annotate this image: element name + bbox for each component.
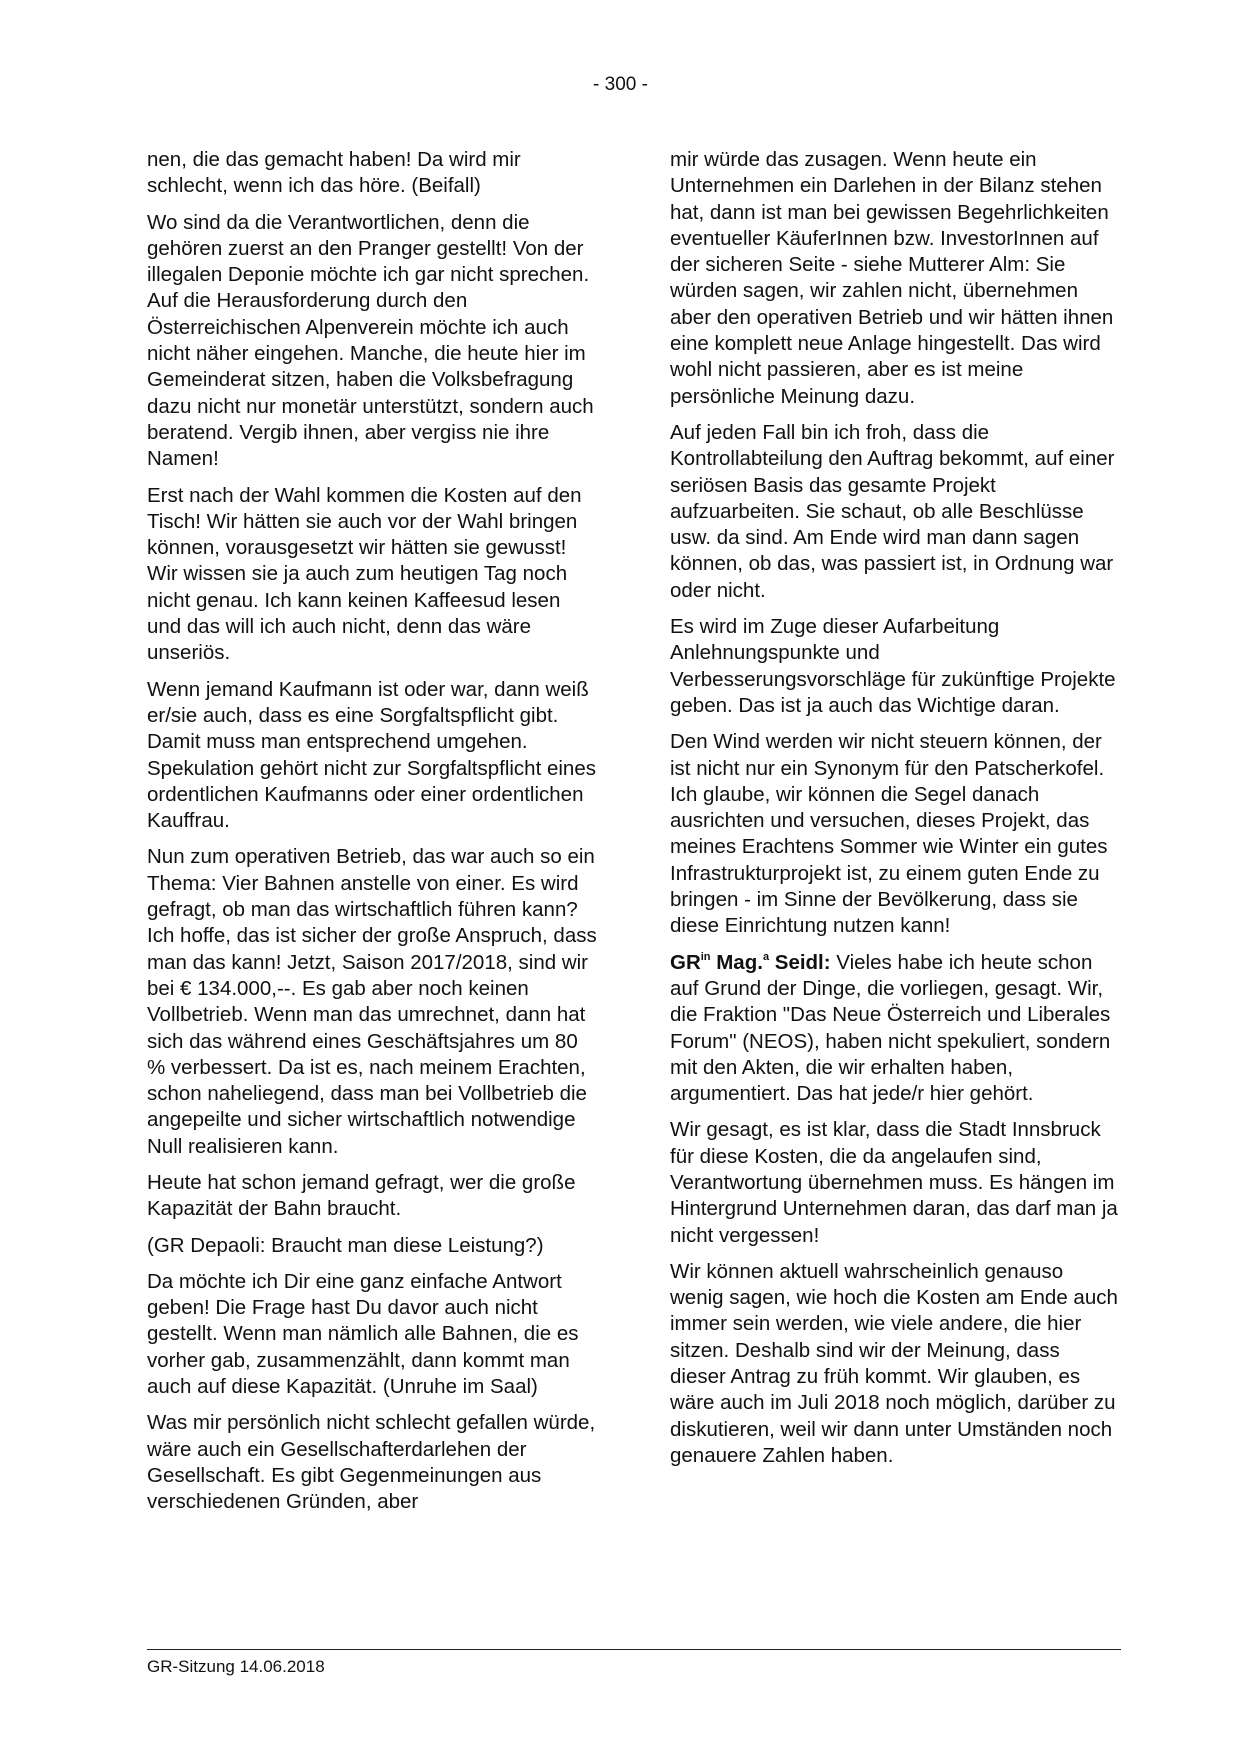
speaker-title: GR (670, 950, 701, 974)
speaker-degree-suffix: a (762, 950, 770, 963)
paragraph: mir würde das zusagen. Wenn heute ein Unternehmen ein Darlehen in der Bilanz stehen hat, dann ist man bei gewissen Begehrlichkeiten eventueller KäuferInnen bzw. InvestorInnen auf der sicheren Seite - siehe Mutterer Alm: Sie würden sagen, wir zahlen nicht, übernehmen aber den operativen Betrieb und wir hätten ihnen eine komplett neue Anlage hingestellt. Das wird wohl nicht passieren, aber es ist meine persönliche Meinung dazu. (670, 148, 1114, 408)
left-column (147, 147, 597, 1526)
footer-divider (147, 1649, 1121, 1650)
speaker-degree: Mag. (716, 950, 763, 974)
footer-text: GR-Sitzung 14.06.2018 (147, 1657, 325, 1676)
paragraph: Den Wind werden wir nicht steuern können, der ist nicht nur ein Synonym für den Patscherkofel. Ich glaube, wir können die Segel danach ausrichten und versuchen, dieses Projekt, das meines Erachtens Sommer wie Winter ein gutes Infrastrukturprojekt ist, zu einem guten Ende zu bringen - im Sinne der Bevölkerung, dass sie diese Einrichtung nutzen kann! (670, 730, 1108, 938)
paragraph: Nun zum operativen Betrieb, das war auch so ein Thema: Vier Bahnen anstelle von einer. Es wird gefragt, ob man das wirtschaftlich führen kann? Ich hoffe, das ist sicher der große Anspruch, dass man das kann! Jetzt, Saison 2017/2018, sind wir bei € 134.000,--. Es gab aber noch keinen Vollbetrieb. Wenn man das umrechnet, dann hat sich das während eines Geschäftsjahres um 80 % verbessert. Da ist es, nach meinem Erachten, schon naheliegend, dass man bei Vollbetrieb die angepeilte und sicher wirtschaftlich notwendige Null realisieren kann. (147, 845, 597, 1158)
paragraph: nen, die das gemacht haben! Da wird mir schlecht, wenn ich das höre. (Beifall) (147, 148, 521, 198)
interjection: (GR Depaoli: Braucht man diese Leistung?) (147, 1233, 544, 1257)
paragraph: Wenn jemand Kaufmann ist oder war, dann weiß er/sie auch, dass es eine Sorgfaltspflicht gibt. Damit muss man entsprechend umgehen. Spekulation gehört nicht zur Sorgfaltspflicht eines ordentlichen Kaufmanns oder einer ordentlichen Kauffrau. (147, 677, 596, 833)
speaker-statement: Vieles habe ich heute schon auf Grund der Dinge, die vorliegen, gesagt. Wir, die Fraktion "Das Neue Österreich und Liberales Forum" (NEOS), haben nicht spekuliert, sondern mit den Akten, die wir erhalten haben, argumentiert. Das hat jede/r hier gehört. (670, 950, 1111, 1106)
paragraph: Wir können aktuell wahrscheinlich genauso wenig sagen, wie hoch die Kosten am Ende auch immer sein werden, wie viele andere, die hier sitzen. Deshalb sind wir der Meinung, dass dieser Antrag zu früh kommt. Wir glauben, es wäre auch im Juli 2018 noch möglich, darüber zu diskutieren, weil wir dann unter Umständen noch genauere Zahlen haben. (670, 1259, 1118, 1467)
paragraph: Es wird im Zuge dieser Aufarbeitung Anlehnungspunkte und Verbesserungsvorschläge für zukünftige Projekte geben. Das ist ja auch das Wichtige daran. (670, 615, 1116, 717)
speaker-surname: Seidl: (774, 950, 831, 974)
speaker-title-suffix: in (700, 950, 711, 963)
page-number: - 300 - (593, 74, 648, 95)
paragraph: Wo sind da die Verantwortlichen, denn die gehören zuerst an den Pranger gestellt! Von der illegalen Deponie möchte ich gar nicht sprechen. Auf die Herausforderung durch den Österreichischen Alpenverein möchte ich auch nicht näher eingehen. Manche, die heute hier im Gemeinderat sitzen, haben die Volksbefragung dazu nicht nur monetär unterstützt, sondern auch beratend. Vergib ihnen, aber vergiss nie ihre Namen! (147, 210, 594, 471)
speaker-name (670, 951, 831, 974)
speaker-paragraph (670, 950, 1120, 1108)
paragraph: Auf jeden Fall bin ich froh, dass die Kontrollabteilung den Auftrag bekommt, auf einer seriösen Basis das gesamte Projekt aufzuarbeiten. Sie schaut, ob alle Beschlüsse usw. da sind. Am Ende wird man dann sagen können, ob das, was passiert ist, in Ordnung war oder nicht. (670, 420, 1115, 602)
paragraph: Was mir persönlich nicht schlecht gefallen würde, wäre auch ein Gesellschafterdarlehen der Gesellschaft. Es gibt Gegenmeinungen aus verschiedenen Gründen, aber (147, 1411, 596, 1514)
right-column (670, 147, 1120, 1479)
paragraph: Wir gesagt, es ist klar, dass die Stadt Innsbruck für diese Kosten, die da angelaufen sind, Verantwortung übernehmen muss. Es hängen im Hintergrund Unternehmen daran, das darf man ja nicht vergessen! (670, 1118, 1118, 1247)
paragraph: Da möchte ich Dir eine ganz einfache Antwort geben! Die Frage hast Du davor auch nicht gestellt. Wenn man nämlich alle Bahnen, die es vorher gab, zusammenzählt, dann kommt man auch auf diese Kapazität. (Unruhe im Saal) (147, 1269, 579, 1399)
paragraph: Heute hat schon jemand gefragt, wer die große Kapazität der Bahn braucht. (147, 1170, 576, 1221)
paragraph: Erst nach der Wahl kommen die Kosten auf den Tisch! Wir hätten sie auch vor der Wahl bringen können, vorausgesetzt wir hätten sie gewusst! Wir wissen sie ja auch zum heutigen Tag noch nicht genau. Ich kann keinen Kaffeesud lesen und das will ich auch nicht, denn das wäre unseriös. (147, 483, 582, 665)
